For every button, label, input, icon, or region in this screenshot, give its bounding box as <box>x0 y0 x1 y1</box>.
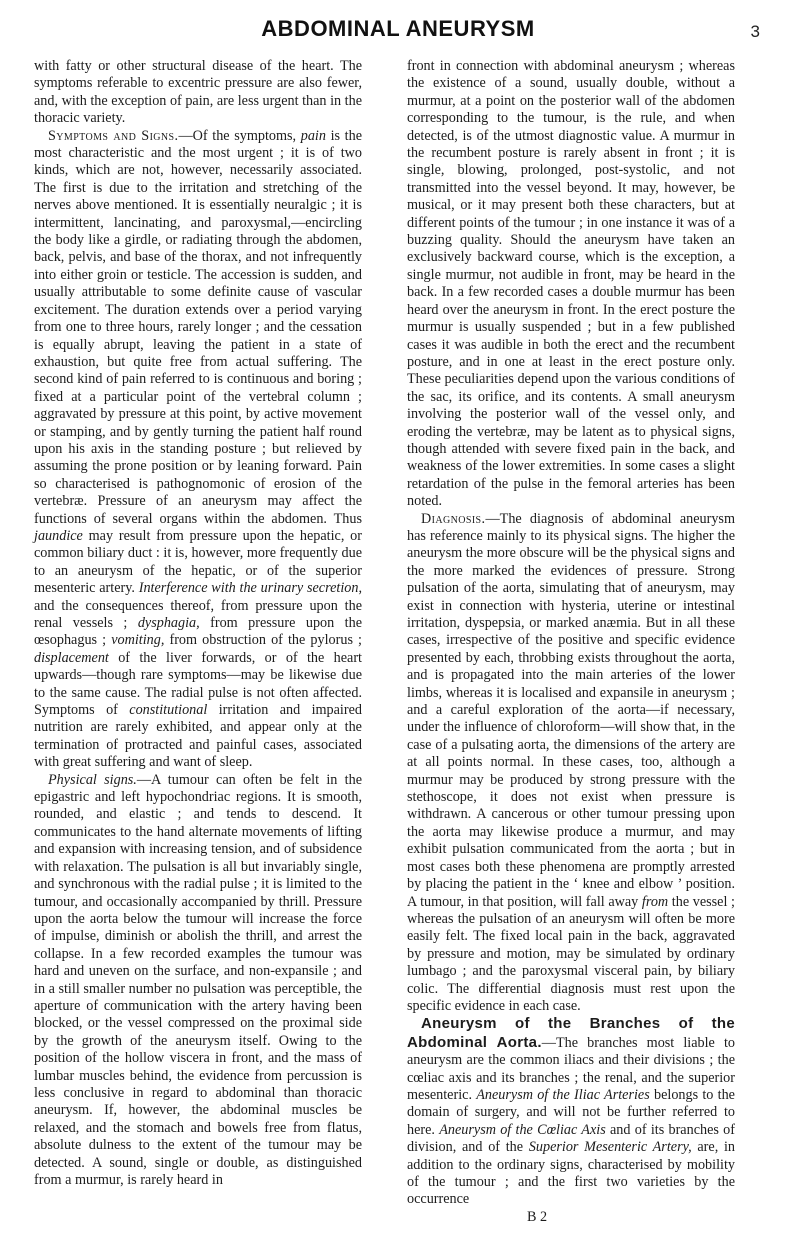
emphasis-interference: Interference with the urinary secretion, <box>138 580 362 597</box>
paragraph-text: and the consequences thereof, from pressure upon the renal vessels ; <box>34 597 362 631</box>
heading-physical-signs: Physical signs. <box>48 771 137 788</box>
paragraph-text: and of its branches of division, and of the <box>407 1121 735 1156</box>
paragraph-text: —The diagnosis of abdominal aneurysm has reference mainly to its physical signs. The higher the aneurysm the more obscure will be the physical signs and the more marked the evidences of pressure. Strong pulsation of the aorta, simulating that of aneurysm, may exist in connection with hysteria, uterine or intestinal irritation, dyspepsia, or marked anæmia. But in all these cases, irrespective of the positive and specific evidence presented by each, throbbing exists throughout the aorta, and is propagated into the main arteries of the lower limbs, whereas it is localised and expansile in aneurysm ; and a careful exploration of the aorta—if necessary, under the influence of chloroform—will show that, in the case of a pulsating aorta, the dimensions of the artery are at all points normal. In these cases, too, although a murmur may be produced by strong pressure with the stethoscope, it does not exist when pressure is withdrawn. A cancerous or other tumour pressing upon the aorta may likewise produce a murmur, and may exhibit pulsation communicated from the aorta ; but in most cases both these phenomena are promptly arrested by placing the patient in the ‘ knee and elbow ’ position. A tumour, in that position, will fall away <box>407 510 735 910</box>
emphasis-coeliac: Aneurysm of the Cœliac Axis <box>439 1121 606 1138</box>
paragraph-physical-signs <box>34 772 362 1190</box>
emphasis-jaundice: jaundice <box>34 527 83 544</box>
paragraph-text: —A tumour can often be felt in the epigastric and left hypochondriac regions. It is smooth, rounded, and elastic ; and tends to descend. It communicates to the hand alternate movements of lifting and expansion with increasing tension, and of subsidence with relaxation. The pulsation is all but invariably single, and synchronous with the radial pulse ; it is limited to the tumour, and occasionally accompanied by thrill. Pressure upon the aorta below the tumour will increase the force of impulse, diminish or abolish the thrill, and arrest the collapse. In a few recorded examples the tumour was hard and uneven on the surface, and non-expansile ; and in a still smaller number no pulsation was perceptible, the aperture of communication with the artery having been blocked, or the vessel compressed on the proximal side by the growth of the aneurysm itself. Owing to the position of the hollow viscera in front, and the mass of lumbar muscles behind, the evidence from percussion is less conclusive in regard to abdominal than thoracic aneurysm. If, however, the abdominal muscles be relaxed, and the stomach and bowels free from flatus, absolute dulness to the extent of the tumour may be detected. A sound, single or double, as distinguished from a murmur, is rarely heard in <box>34 771 362 1188</box>
paragraph-text: is the most characteristic and the most urgent ; it is of two kinds, which are not, however, necessarily associated. The first is due to the irritation and stretching of the nerves above mentioned. It is essentially neuralgic ; it is intermittent, lancinating, and paroxysmal,—encircling the body like a girdle, or radiating through the abdomen, back, pelvis, and base of the thorax, and not infrequently into either groin or testicle. The accession is sudden, and usually attributable to some definite cause of vascular excitement. The duration extends over a period varying from one to three hours, rarely longer ; and the cessation is equally abrupt, leaving the patient in a state of exhaustion, but quite free from actual suffering. The second kind of pain referred to is continuous and boring ; fixed at a particular point of the vertebral column ; aggravated by pressure at this point, by active movement or stamping, and by gently turning the patient half round upon his axis in the standing posture ; but relieved by assuming the prone position or by leaning forward. Pain so characterised is pathognomonic of erosion of the vertebræ. Pressure of an aneurysm may affect the functions of several organs within the abdomen. Thus <box>34 127 362 527</box>
paragraph-text: are, in addition to the ordinary signs, characterised by mobility of the tumour ; and the first two varieties by the occurrence <box>407 1139 735 1208</box>
signature-mark: B 2 <box>527 1208 548 1225</box>
paragraph-diagnosis <box>407 511 735 1016</box>
page-number: 3 <box>750 22 760 41</box>
paragraph-text: the vessel ; whereas the pulsation of an aneurysm will often be more easily felt. The fixed local pain in the back, aggravated by pressure and motion, may be simulated by ordinary lumbago ; and the paroxysmal visceral pain, by biliary colic. The differential diagnosis must rest upon the specific evidence in each case. <box>407 893 735 1014</box>
left-column <box>34 58 362 1189</box>
emphasis-vomiting: vomiting, <box>111 632 165 649</box>
paragraph-continuation <box>407 58 735 511</box>
emphasis-constitutional: constitutional <box>129 702 208 719</box>
paragraph-text: —Of the symptoms, <box>178 127 301 144</box>
paragraph-text: irritation and impaired nutrition are rarely exhibited, and appear only at the termination of protracted and painful cases, associated with great suffering and want of sleep. <box>34 702 362 771</box>
paragraph-text: may result from pressure upon the hepatic, or common biliary duct : it is, however, more frequently due to an aneurysm of the hepatic, or of the superior mesenteric artery. <box>34 527 362 597</box>
emphasis-pain: pain <box>300 127 326 144</box>
emphasis-iliac: Aneurysm of the Iliac Arteries <box>476 1086 650 1103</box>
heading-branches: Aneurysm of the Branches of the Abdominal Aorta. <box>407 1015 735 1051</box>
running-title: ABDOMINAL ANEURYSM <box>261 16 535 41</box>
paragraph-text: of the liver forwards, or of the heart upwards—though rare symptoms—may be likewise due to the same cause. The radial pulse is not often affected. Symptoms of <box>34 649 362 719</box>
paragraph-text: belongs to the domain of surgery, and will not be further referred to here. <box>407 1086 735 1138</box>
emphasis-dysphagia: dysphagia, <box>137 615 200 631</box>
heading-symptoms-signs: Symptoms and Signs. <box>48 127 179 144</box>
emphasis-from: from <box>641 893 669 910</box>
right-column <box>407 58 735 1226</box>
emphasis-mesenteric: Superior Mesenteric Artery, <box>528 1139 692 1156</box>
paragraph-text: front in connection with abdominal aneurysm ; whereas the existence of a sound, usually double, without a murmur, at a point on the posterior wall of the abdomen corresponding to the tumour, is the rule, and when detected, is of the utmost diagnostic value. A murmur in the recumbent posture is rarely absent in front ; it is single, blowing, prolonged, post-systolic, and not transmitted into the vessel beyond. It may, however, be musical, or it may present both these characters, but at different points of the tumour ; in one instance it was of a buzzing quality. Should the aneurysm have taken an exclusively backward course, which is the exception, a single murmur, not audible in front, may be heard in the back. In a few recorded cases a double murmur has been heard over the aneurysm in front. In the erect posture the murmur is usually suspended ; but in a few published cases it was audible in both the erect and the recumbent posture, and in one at least in the erect posture only. These peculiarities depend upon the various conditions of the sac, its orifice, and its contents. A small aneurysm involving the posterior wall of the vessel only, and eroding the vertebræ, may be latent as to physical signs, though attended with severe fixed pain in the back, and weakness of the lower extremities. In some cases a slight retardation of the pulse in the femoral arteries has been noted. <box>407 58 735 510</box>
emphasis-displacement: displacement <box>34 649 109 666</box>
paragraph-symptoms <box>34 128 362 772</box>
paragraph-text: from pressure upon the œsophagus ; <box>34 615 362 649</box>
paragraph-branches <box>407 1015 735 1208</box>
heading-diagnosis: Diagnosis. <box>421 510 486 527</box>
running-header <box>36 16 760 52</box>
paragraph-text: from obstruction of the pylorus ; <box>164 632 362 649</box>
paragraph-text: with fatty or other structural disease of the heart. The symptoms referable to excentric pressure are also fewer, and, with the exception of pain, are less urgent than in the thoracic variety. <box>34 58 362 127</box>
paragraph-continuation <box>34 58 362 128</box>
paragraph-text: —The branches most liable to aneurysm are the common iliacs and their divisions ; the cœliac axis and its branches ; the renal, and the superior mesenteric. <box>407 1034 735 1103</box>
